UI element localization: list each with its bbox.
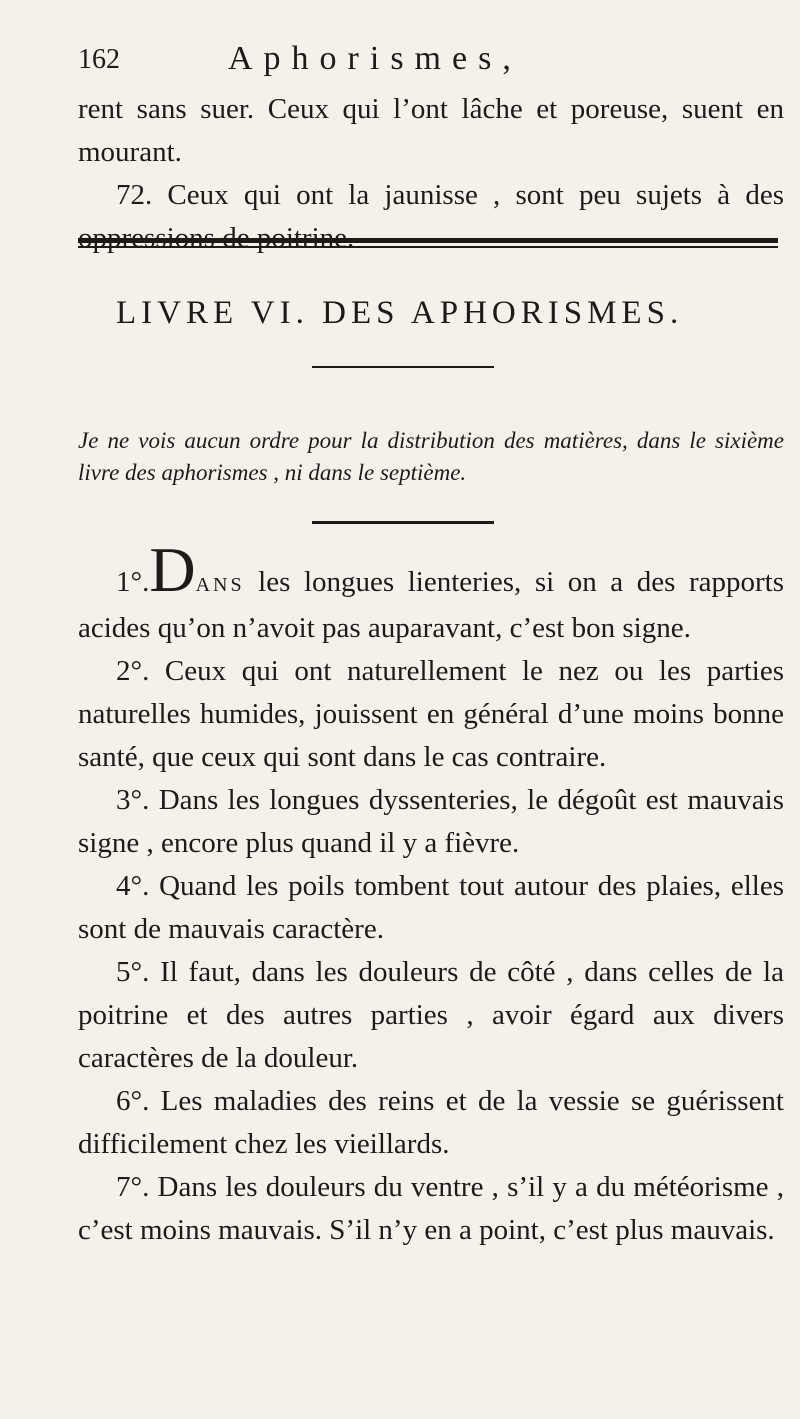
- aphorism-3: 3°. Dans les longues dyssenteries, le dégoût est mauvais signe , encore plus quand il y a fièvre.: [78, 784, 784, 859]
- aphorism-1: [78, 534, 784, 650]
- aphorism-1-number: 1°.: [116, 566, 150, 598]
- divider-thick-line: [78, 238, 778, 243]
- continuation-paragraph: rent sans suer. Ceux qui l’ont lâche et poreuse, suent en mourant.: [78, 93, 784, 168]
- aphorism-5: 5°. Il faut, dans les douleurs de côté , dans celles de la poitrine et des autres parties , avoir égard aux divers caractères de la douleur.: [78, 956, 784, 1074]
- intro-note: Je ne vois aucun ordre pour la distribution des matières, dans le sixième livre des aphorismes , ni dans le septième.: [78, 428, 784, 485]
- book-title: LIVRE VI. DES APHORISMES.: [116, 295, 684, 331]
- aphorism-72: 72. Ceux qui ont la jaunisse , sont peu sujets à des: [116, 179, 784, 211]
- aphorism-1-text: les longues lienteries, si on a des rapports acides qu’on n’avoit pas auparavant, c’est bon signe.: [78, 566, 784, 644]
- section-divider: [78, 238, 778, 248]
- drop-cap: D: [149, 534, 196, 605]
- page-header: [78, 40, 738, 92]
- divider-thin-line: [78, 246, 778, 248]
- aphorisms-body: [78, 534, 784, 1252]
- running-title: Aphorismes,: [228, 40, 522, 77]
- aphorism-7: 7°. Dans les douleurs du ventre , s’il y a du météorisme , c’est moins mauvais. S’il n’y en a point, c’est plus mauvais.: [78, 1171, 784, 1246]
- top-text: [78, 88, 784, 260]
- aphorism-1-smallcaps: ANS: [195, 574, 245, 596]
- title-underline: [312, 366, 494, 368]
- page-number: 162: [78, 44, 120, 75]
- aphorism-4: 4°. Quand les poils tombent tout autour des plaies, elles sont de mauvais caractère.: [78, 870, 784, 945]
- intro-rule: [312, 521, 494, 524]
- aphorism-2: 2°. Ceux qui ont naturellement le nez ou les parties naturelles humides, jouissent en général d’une moins bonne santé, que ceux qui sont dans le cas contraire.: [78, 655, 784, 773]
- aphorism-6: 6°. Les maladies des reins et de la vessie se guérissent difficilement chez les vieillards.: [78, 1085, 784, 1160]
